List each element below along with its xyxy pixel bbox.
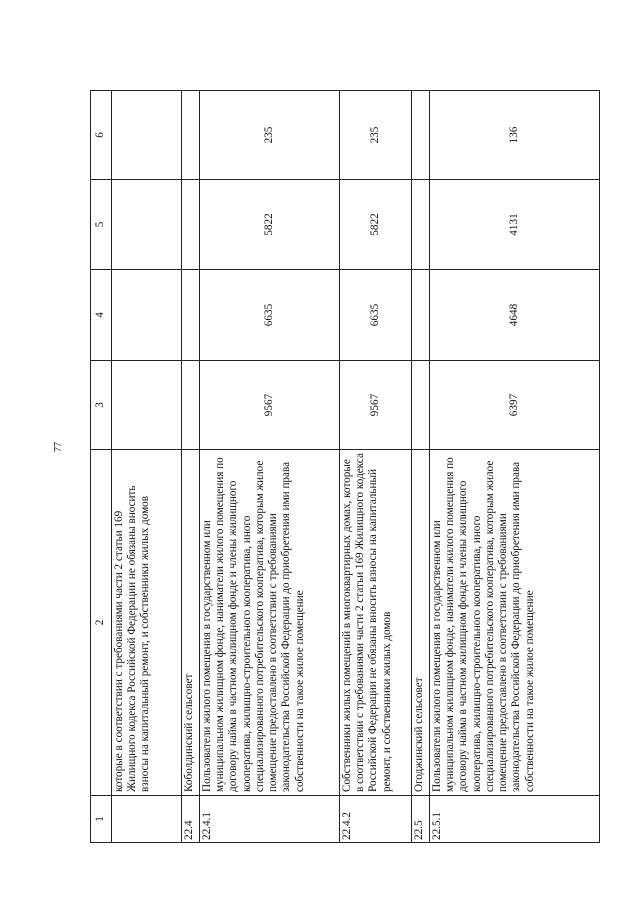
table-row — [200, 91, 340, 843]
cell-col4 — [412, 270, 430, 361]
row-description: Собственники жилых помещений в многоквартирных домах, которые в соответствии с требованиями части 2 статьи 169 Жилищного кодекса Российской Федерации не обязаны вносить взносы на капитальный ремонт, и собственники жилых домов — [340, 450, 412, 796]
row-description: Коболдинский сельсовет — [182, 450, 200, 796]
row-description: Пользователи жилого помещения в государственном или муниципальном жилищном фонде, наниматели жилого помещения по договору найма в частном жилищном фонде и члены жилищного кооператива, жилищно-строительного кооператива, иного специализированного потребительского кооператива, которым жилое помещение предоставлено в соответствии с требованиями законодательства Российской Федерации до приобретения ими права собственности на такое жилое помещение — [200, 450, 340, 796]
table-row — [430, 91, 600, 843]
table-row — [182, 91, 200, 843]
row-description: Пользователи жилого помещения в государственном или муниципальном жилищном фонде, наниматели жилого помещения по договору найма в частном жилищном фонде и члены жилищного кооператива, жилищно-строительного кооператива, иного специализированного потребительского кооператива, которым жилое помещение предоставлено в соответствии с требованиями законодательства Российской Федерации до приобретения ими права собственности на такое жилое помещение — [430, 450, 600, 796]
row-code: 22.4.2 — [340, 796, 412, 843]
cell-col5 — [182, 180, 200, 270]
cell-col5 — [112, 180, 182, 270]
cell-col6: 136 — [430, 91, 600, 180]
col-header: 5 — [91, 180, 112, 270]
table-row — [112, 91, 182, 843]
table-row — [412, 91, 430, 843]
col-header: 1 — [91, 796, 112, 843]
cell-col6 — [412, 91, 430, 180]
cell-col3 — [112, 361, 182, 450]
row-code: 22.4 — [182, 796, 200, 843]
cell-col4 — [112, 270, 182, 361]
cell-col3 — [412, 361, 430, 450]
col-header: 2 — [91, 450, 112, 796]
cell-col6 — [112, 91, 182, 180]
cell-col3: 9567 — [340, 361, 412, 450]
cell-col5: 5822 — [340, 180, 412, 270]
row-description: которые в соответствии с требованиями части 2 статьи 169 Жилищного кодекса Российской Федерации не обязаны вносить взносы на капитальный ремонт, и собственники жилых домов — [112, 450, 182, 796]
row-code: 22.5 — [412, 796, 430, 843]
row-code: 22.5.1 — [430, 796, 600, 843]
cell-col4: 6635 — [340, 270, 412, 361]
tariff-table — [90, 90, 600, 843]
cell-col3: 9567 — [200, 361, 340, 450]
cell-col5 — [412, 180, 430, 270]
page-number: 77 — [53, 442, 64, 452]
table-row — [340, 91, 412, 843]
cell-col4 — [182, 270, 200, 361]
cell-col5: 5822 — [200, 180, 340, 270]
col-header: 3 — [91, 361, 112, 450]
col-header: 6 — [91, 91, 112, 180]
cell-col4: 6635 — [200, 270, 340, 361]
cell-col3: 6397 — [430, 361, 600, 450]
row-code: 22.4.1 — [200, 796, 340, 843]
row-description: Огоджинский сельсовет — [412, 450, 430, 796]
row-code — [112, 796, 182, 843]
cell-col3 — [182, 361, 200, 450]
cell-col6: 235 — [200, 91, 340, 180]
col-header: 4 — [91, 270, 112, 361]
rotated-page — [90, 91, 600, 843]
cell-col5: 4131 — [430, 180, 600, 270]
header-row — [91, 91, 112, 843]
cell-col6: 235 — [340, 91, 412, 180]
cell-col6 — [182, 91, 200, 180]
cell-col4: 4648 — [430, 270, 600, 361]
